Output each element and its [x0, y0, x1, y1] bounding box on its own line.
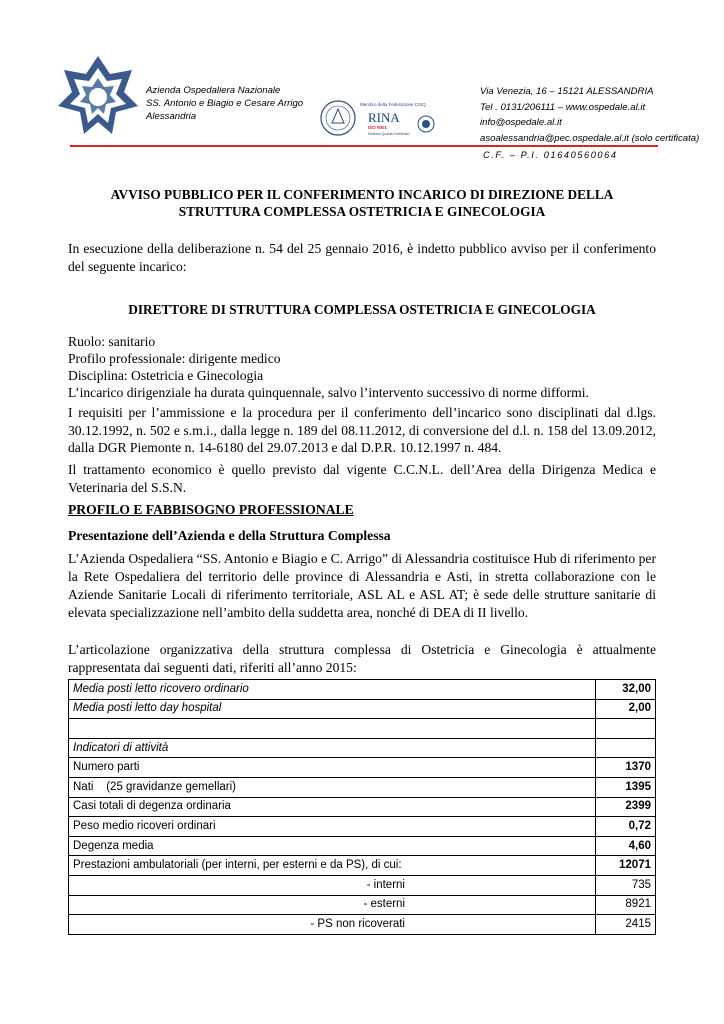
certification-logo — [318, 97, 436, 139]
cert-iso-text: ISO 9001 — [368, 125, 388, 130]
position-title: DIRETTORE DI STRUTTURA COMPLESSA OSTETRICIA E GINECOLOGIA — [128, 302, 596, 317]
table-row — [69, 699, 656, 719]
row-value — [596, 738, 656, 758]
table-row — [69, 817, 656, 837]
row-value: 0,72 — [596, 817, 656, 837]
table-row — [69, 895, 656, 915]
table-row — [69, 856, 656, 876]
discipline-line: Disciplina: Ostetricia e Ginecologia — [68, 368, 264, 383]
row-value: 2399 — [596, 797, 656, 817]
row-value — [596, 719, 656, 739]
row-value: 8921 — [596, 895, 656, 915]
org-line: Azienda Ospedaliera Nazionale — [146, 85, 281, 96]
row-value: 4,60 — [596, 836, 656, 856]
document-title — [68, 186, 656, 220]
table-row — [69, 915, 656, 935]
org-line: SS. Antonio e Biagio e Cesare Arrigo — [146, 98, 304, 109]
header-divider — [70, 145, 658, 147]
title-line: AVVISO PUBBLICO PER IL CONFERIMENTO INCARICO DI DIREZIONE DELLA — [110, 187, 614, 202]
table-row — [69, 875, 656, 895]
table-row — [69, 797, 656, 817]
subsection-heading: Presentazione dell’Azienda e della Struttura Complessa — [68, 528, 391, 543]
statistics-table — [68, 679, 656, 935]
role-details — [68, 333, 589, 401]
row-value: 2,00 — [596, 699, 656, 719]
email-link[interactable]: info@ospedale.al.it — [480, 117, 562, 128]
row-label: Media posti letto ricovero ordinario — [69, 680, 596, 700]
row-label: Prestazioni ambulatoriali (per interni, per esterni e da PS), di cui: — [69, 856, 596, 876]
row-label — [69, 719, 596, 739]
duration-line: L’incarico dirigenziale ha durata quinquennale, salvo l’intervento successivo di norme difformi. — [68, 385, 589, 400]
table-row — [69, 680, 656, 700]
row-value: 12071 — [596, 856, 656, 876]
row-value: 1370 — [596, 758, 656, 778]
table-row — [69, 836, 656, 856]
contact-block — [480, 84, 699, 146]
row-value: 735 — [596, 875, 656, 895]
table-row — [69, 758, 656, 778]
company-presentation-paragraph: L’Azienda Ospedaliera “SS. Antonio e Biagio e C. Arrigo” di Alessandria costituisce Hub di riferimento per la Rete Ospedaliera del territorio delle province di Alessandria e Asti, in stretta collaborazione con le Aziende Sanitarie Locali di riferimento territoriale, ASL AL e ASL AT; è sede delle strutture sanitarie di elevata specializzazione nell’ambito della suddetta area, nonché di DEA di II livello. — [68, 551, 656, 620]
row-label: Degenza media — [69, 836, 596, 856]
tax-code: C.F. – P.I. 01640560064 — [483, 150, 618, 160]
organization-name — [146, 84, 303, 123]
intro-paragraph: In esecuzione della deliberazione n. 54 del 25 gennaio 2016, è indetto pubblico avviso per il conferimento del seguente incarico: — [68, 241, 656, 274]
row-value: 2415 — [596, 915, 656, 935]
row-label: Nati (25 gravidanze gemellari) — [69, 777, 596, 797]
table-row — [69, 738, 656, 758]
row-label: Indicatori di attività — [69, 738, 596, 758]
row-value: 32,00 — [596, 680, 656, 700]
row-value: 1395 — [596, 777, 656, 797]
structure-paragraph: L’articolazione organizzativa della struttura complessa di Ostetricia e Ginecologia è attualmente rappresentata dai seguenti dati, riferiti all’anno 2015: — [68, 642, 656, 675]
table-row — [69, 719, 656, 739]
row-label: Numero parti — [69, 758, 596, 778]
table-row — [69, 777, 656, 797]
cert-member-text: Membro della Federazione CISQ — [360, 102, 426, 107]
cert-brand-text: RINA — [368, 110, 400, 125]
org-line: Alessandria — [146, 111, 197, 122]
economic-paragraph: Il trattamento economico è quello previsto dal vigente C.C.N.L. dell’Area della Dirigenza Medica e Veterinaria del S.S.N. — [68, 462, 656, 495]
cert-sub-text: Sistema Qualità Certificato — [368, 132, 410, 136]
title-line: STRUTTURA COMPLESSA OSTETRICIA E GINECOLOGIA — [178, 204, 546, 219]
row-label: Peso medio ricoveri ordinari — [69, 817, 596, 837]
row-label: - PS non ricoverati — [69, 915, 596, 935]
row-label: - interni — [69, 875, 596, 895]
role-line: Ruolo: sanitario — [68, 334, 156, 349]
row-label: Casi totali di degenza ordinaria — [69, 797, 596, 817]
profile-line: Profilo professionale: dirigente medico — [68, 351, 281, 366]
row-label: Media posti letto day hospital — [69, 699, 596, 719]
phone-web-line[interactable]: Tel . 0131/206111 – www.ospedale.al.it — [480, 101, 646, 113]
requirements-paragraph: I requisiti per l’ammissione e la procedura per il conferimento dell’incarico sono disciplinati dal d.lgs. 30.12.1992, n. 502 e s.m.i., dalla legge n. 189 del 08.11.2012, di conversione del d.l. n. 158 del 13.09.2012, dalla DGR Piemonte n. 14-6180 del 29.07.2013 e dal D.P.R. 10.12.1997 n. 484. — [68, 405, 656, 455]
hospital-logo-icon — [58, 54, 138, 140]
address-line: Via Venezia, 16 – 15121 ALESSANDRIA — [480, 86, 654, 97]
pec-email-link[interactable]: asoalessandria@pec.ospedale.al.it (solo certificata) — [480, 132, 700, 144]
row-label: - esterni — [69, 895, 596, 915]
section-heading: PROFILO E FABBISOGNO PROFESSIONALE — [68, 502, 354, 517]
